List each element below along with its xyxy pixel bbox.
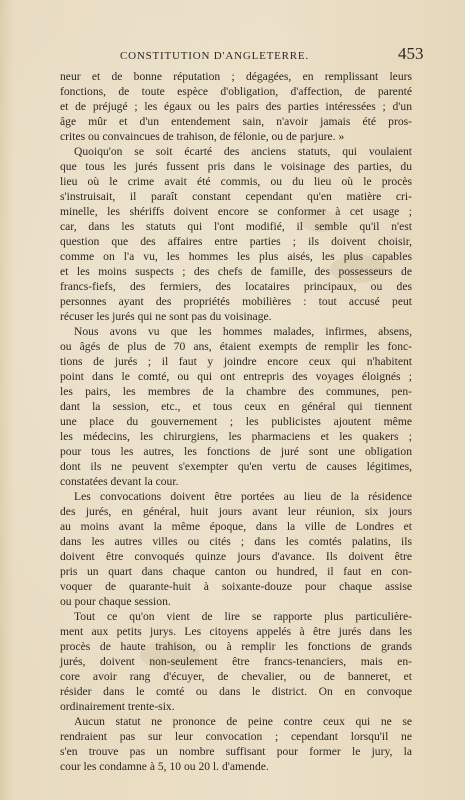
paragraph — [60, 714, 412, 774]
text-line: pour tous les autres, les fonctions de juré sont une obligation — [60, 445, 412, 458]
text-line: dont ils ne peuvent s'exempter qu'en vertu de causes légitimes, — [60, 460, 412, 473]
text-line: doivent être convoqués quinze jours d'avance. Ils doivent être — [60, 550, 412, 563]
text-line: tions de jurés ; il faut y joindre encore ceux qui n'habitent — [60, 355, 412, 368]
text-line: Tout ce qu'on vient de lire se rapporte plus particulière- — [74, 610, 412, 623]
text-line: récuser les jurés qui ne sont pas du voisinage. — [60, 310, 272, 323]
text-line: car, dans les statuts qui l'ont modifié, il semble qu'il n'est — [60, 220, 412, 233]
page-number: 453 — [398, 44, 424, 63]
text-line: lieu où le crime avait été commis, ou du lieu où le procès — [60, 175, 412, 188]
text-line: pris un quart dans chaque canton ou hundred, il faut en con- — [60, 565, 412, 578]
text-line: point dans le comté, ou qui ont entrepris des voyages éloignés ; — [60, 370, 412, 383]
text-line: Aucun statut ne prononce de peine contre ceux qui ne se — [74, 715, 412, 728]
text-line: crites ou convaincues de trahison, de félonie, ou de parjure. » — [60, 130, 345, 143]
text-line: ment aux petits jurys. Les citoyens appelés à être jurés dans les — [60, 625, 412, 638]
text-line: minelle, les shériffs doivent encore se conformer à cet usage ; — [60, 205, 412, 218]
text-line: une place du gouvernement ; les publicistes ajoutent même — [60, 415, 412, 428]
text-line: personnes ayant des propriétés mobilières : tout accusé peut — [60, 295, 412, 308]
text-line: rendraient pas sur leur convocation ; cependant lorsqu'il ne — [60, 730, 412, 743]
text-line: et les moins suspects ; des chefs de famille, des possesseurs de — [60, 265, 412, 278]
paragraph — [60, 144, 412, 324]
text-line: et de préjugé ; les égaux ou les pairs des parties intéressées ; d'un — [60, 100, 412, 113]
text-line: ou pour chaque session. — [60, 595, 171, 608]
text-line: Quoiqu'on se soit écarté des anciens statuts, qui voulaient — [74, 145, 412, 158]
text-line: les médecins, les chirurgiens, les pharmaciens et les quakers ; — [60, 430, 412, 443]
page-header — [0, 44, 465, 68]
text-line: comme on l'a vu, les hommes les plus aisés, les plus capables — [60, 250, 412, 263]
running-title: CONSTITUTION D'ANGLETERRE. — [120, 50, 309, 62]
text-line: s'instruisait, il paraît constant cependant qu'en matière cri- — [60, 190, 412, 203]
text-line: au moins avant la même époque, dans la ville de Londres et — [60, 520, 412, 533]
text-line: voquer de quarante-huit à soixante-douze pour chaque assise — [60, 580, 412, 593]
paragraph — [60, 609, 412, 714]
text-line: ordinairement trente-six. — [60, 700, 175, 713]
text-line: ou âgés de plus de 70 ans, étaient exempts de remplir les fonc- — [60, 340, 412, 353]
text-line: procès de haute trahison, ou à remplir les fonctions de grands — [60, 640, 412, 653]
body-text — [60, 69, 412, 774]
paragraph — [60, 489, 412, 609]
text-line: cour les condamne à 5, 10 ou 20 l. d'amende. — [60, 760, 269, 773]
text-line: dans les autres villes ou cités ; dans les comtés palatins, ils — [60, 535, 412, 548]
text-line: les pairs, les membres de la chambre des communes, pen- — [60, 385, 412, 398]
text-line: que tous les jurés fussent pris dans le voisinage des parties, du — [60, 160, 412, 173]
text-line: Les convocations doivent être portées au lieu de la résidence — [74, 490, 412, 503]
text-line: âge mûr et d'un entendement sain, n'avoir jamais été pros- — [60, 115, 412, 128]
text-line: neur et de bonne réputation ; dégagées, en remplissant leurs — [60, 70, 412, 83]
text-line: s'en trouve pas un nombre suffisant pour former le jury, la — [60, 745, 412, 758]
text-line: constatées devant la cour. — [60, 475, 179, 488]
paragraph — [60, 69, 412, 144]
text-line: francs-fiefs, des fermiers, des locataires principaux, ou des — [60, 280, 412, 293]
text-line: dant la session, etc., et tous ceux en général qui tiennent — [60, 400, 412, 413]
text-line: fonctions, de toute espèce d'obligation, d'affection, de parenté — [60, 85, 412, 98]
text-line: jurés, doivent non-seulement être francs-tenanciers, mais en- — [60, 655, 412, 668]
text-line: résider dans le comté ou dans le district. On en convoque — [60, 685, 412, 698]
text-line: des jurés, en général, huit jours avant leur réunion, six jours — [60, 505, 412, 518]
text-line: question que des affaires entre parties ; ils doivent choisir, — [60, 235, 412, 248]
paragraph — [60, 324, 412, 489]
text-line: core avoir rang d'écuyer, de chevalier, ou de banneret, et — [60, 670, 412, 683]
text-line: Nous avons vu que les hommes malades, infirmes, absens, — [74, 325, 412, 338]
